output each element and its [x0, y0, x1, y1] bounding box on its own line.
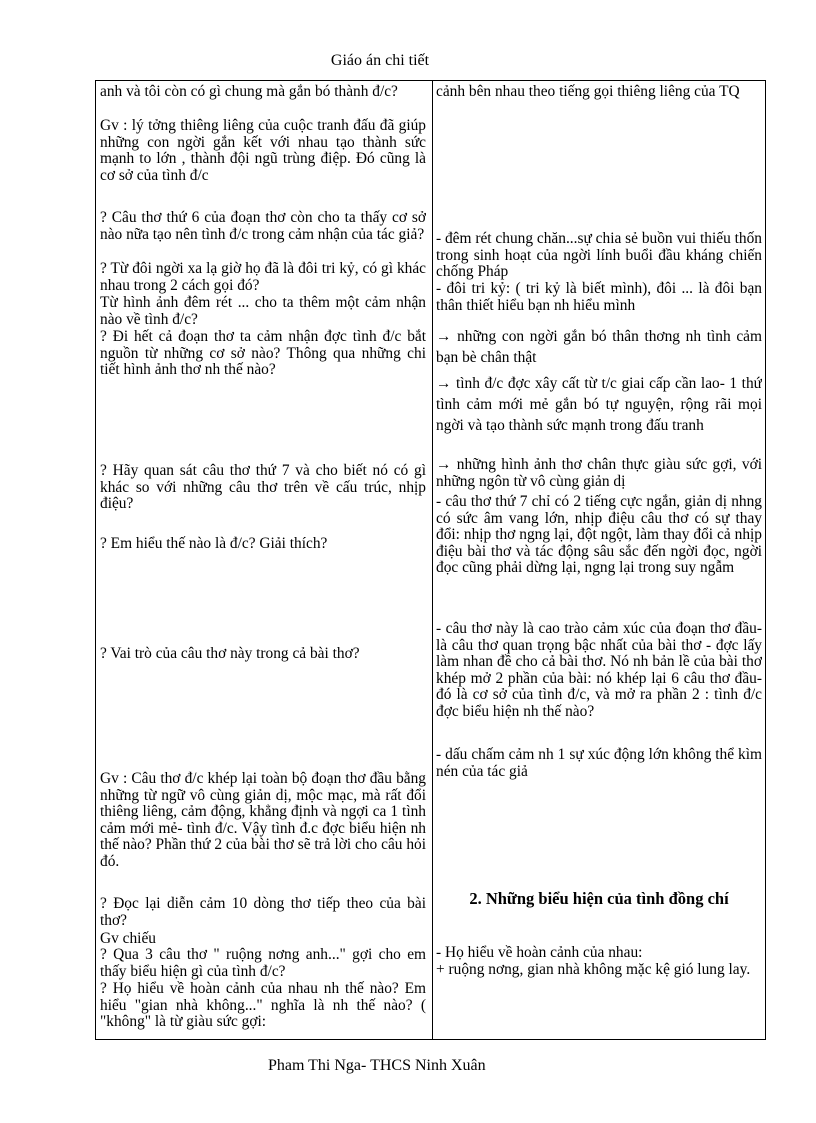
left-paragraph: Gv : lý tởng thiêng liêng của cuộc tranh đấu đã giúp những con ngời gắn kết với nhau tạo thành sức mạnh to lớn , thành đội ngũ trùng điệp. Đó cũng là cơ sở của tình đ/c — [100, 117, 426, 184]
left-paragraph: Từ hình ảnh đêm rét ... cho ta thêm một cảm nhận nào về tình đ/c? — [100, 294, 426, 328]
right-paragraph: - đêm rét chung chăn...sự chia sẻ buồn vui thiếu thốn trong sinh hoạt của ngời lính buổi đầu kháng chiến chống Pháp — [436, 230, 762, 281]
left-paragraph: ? Họ hiểu về hoàn cảnh của nhau nh thế nào? Em hiểu "gian nhà không..." nghĩa là nh thế nào? ( "không" là từ giàu sức gợi: — [100, 980, 426, 1031]
left-paragraph: Gv : Câu thơ đ/c khép lại toàn bộ đoạn thơ đầu bằng những từ ngữ vô cùng giản dị, mộc mạc, mà rất đổi thiêng liêng, cảm động, khẳng định và ngợi ca 1 tình cảm mới mẻ- tình đ/c. Vậy tình đ.c đợc biểu hiện nh thế nào? Phần thứ 2 của bài thơ sẽ trả lời cho câu hỏi đó. — [100, 770, 426, 870]
page-footer: Pham Thi Nga- THCS Ninh Xuân — [268, 1057, 486, 1074]
right-paragraph: - Họ hiểu về hoàn cảnh của nhau: — [436, 944, 643, 961]
section-heading: 2. Những biểu hiện của tình đồng chí — [469, 889, 729, 908]
content-column — [436, 81, 762, 1039]
right-paragraph: + ruộng nơng, gian nhà không mặc kệ gió lung lay. — [436, 961, 751, 978]
right-paragraph: cảnh bên nhau theo tiếng gọi thiêng liêng của TQ — [436, 83, 740, 100]
lesson-table — [95, 80, 766, 1040]
left-paragraph: ? Em hiểu thế nào là đ/c? Giải thích? — [100, 535, 328, 552]
left-paragraph: ? Câu thơ thứ 6 của đoạn thơ còn cho ta thấy cơ sở nào nữa tạo nên tình đ/c trong cảm nhận của tác giả? — [100, 209, 426, 243]
left-paragraph: ? Đi hết cả đoạn thơ ta cảm nhận đợc tình đ/c bắt nguồn từ những cơ sở nào? Thông qua những chi tiết hình ảnh thơ nh thế nào? — [100, 328, 426, 379]
left-paragraph: ? Hãy quan sát câu thơ thứ 7 và cho biết nó có gì khác so với những câu thơ trên về cấu trúc, nhịp điệu? — [100, 462, 426, 513]
teacher-activity-column — [100, 81, 426, 1039]
left-paragraph: ? Đọc lại diễn cảm 10 dòng thơ tiếp theo của bài thơ? — [100, 895, 426, 929]
left-paragraph: Gv chiếu — [100, 930, 156, 947]
right-paragraph: - câu thơ thứ 7 chỉ có 2 tiếng cực ngắn, giản dị nhng có sức âm vang lớn, nhịp điệu câu thơ có sự thay đổi: nhịp thơ ngng lại, đột ngột, làm thay đổi cả nhịp điệu bài thơ và tác động sâu sắc đến ngời đọc, ngời đọc cũng phải dừng lại, ngng lại trong suy ngẫm — [436, 493, 762, 577]
page-header: Giáo án chi tiết — [330, 52, 430, 69]
right-paragraph: - đôi tri kỷ: ( tri kỷ là biết mình), đôi ... là đôi bạn thân thiết hiểu bạn nh hiểu mình — [436, 280, 762, 314]
right-paragraph: - câu thơ này là cao trào cảm xúc của đoạn thơ đầu- là câu thơ quan trọng bậc nhất của bài thơ - đợc lấy làm nhan đề cho cả bài thơ. Nó nh bản lề của bài thơ khép mở 2 phần của bài: nó khép lại 6 câu thơ đầu- đó là cơ sở của tình đ/c, và mở ra phần 2 : tình đ/c đợc biểu hiện nh thế nào? — [436, 620, 762, 720]
right-paragraph: - dấu chấm cảm nh 1 sự xúc động lớn không thể kìm nén của tác giả — [436, 746, 762, 780]
left-paragraph: ? Vai trò của câu thơ này trong cả bài thơ? — [100, 645, 360, 662]
right-paragraph: → tình đ/c đợc xây cất từ t/c giai cấp cần lao- 1 thứ tình cảm mới mẻ gắn bó tự nguyện, rộng rãi mọi ngời và tạo thành sức mạnh trong đấu tranh — [436, 375, 762, 434]
left-paragraph: ? Từ đôi ngời xa lạ giờ họ đã là đôi tri kỷ, có gì khác nhau trong 2 cách gọi đó? — [100, 260, 426, 294]
column-divider — [432, 81, 433, 1039]
right-paragraph: → những con ngời gắn bó thân thơng nh tình cảm bạn bè chân thật — [436, 328, 762, 366]
left-paragraph: anh và tôi còn có gì chung mà gắn bó thành đ/c? — [100, 83, 398, 100]
right-paragraph: → những hình ảnh thơ chân thực giàu sức gợi, với những ngôn từ vô cùng giản dị — [436, 456, 762, 490]
left-paragraph: ? Qua 3 câu thơ " ruộng nơng anh..." gợi cho em thấy biểu hiện gì của tình đ/c? — [100, 946, 426, 980]
